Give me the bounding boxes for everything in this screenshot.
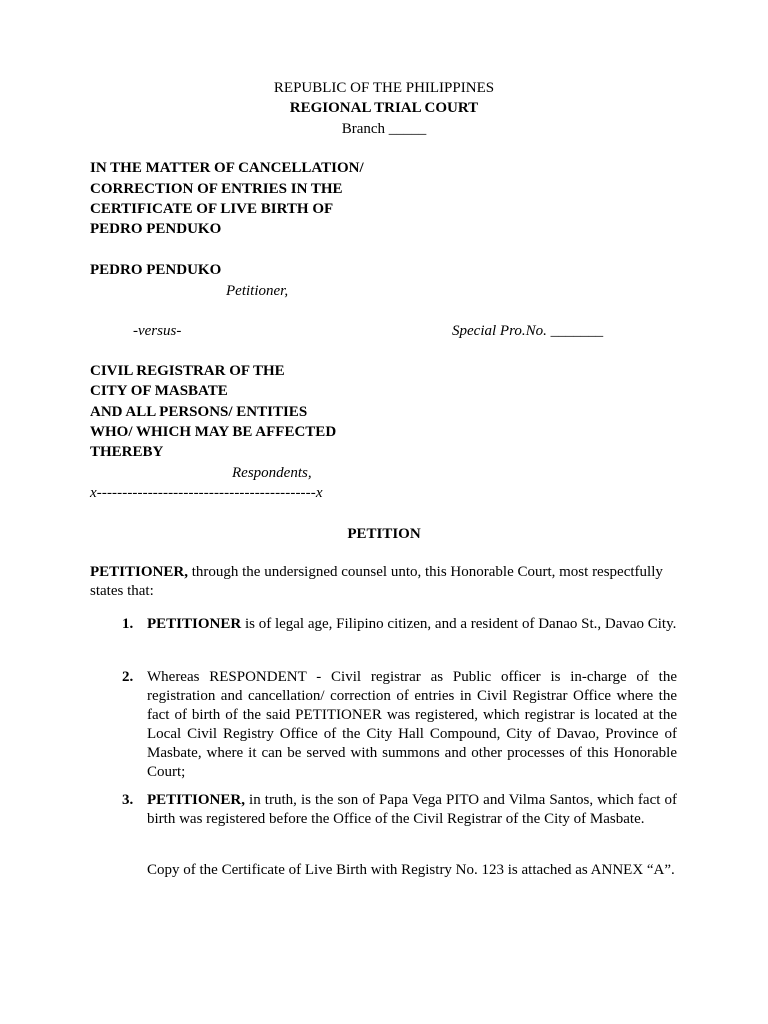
item-3-paragraph (147, 791, 677, 829)
respondent-line-5: THEREBY (90, 444, 164, 460)
matter-line-4: PEDRO PENDUKO (90, 221, 222, 237)
matter-line-2: CORRECTION OF ENTRIES IN THE (90, 181, 343, 197)
intro-text: through the undersigned counsel unto, this Honorable Court, most respectfully states that: (90, 564, 663, 599)
item-2-number: 2. (122, 669, 134, 685)
item-3-bold: PETITIONER, (147, 792, 245, 808)
annex-note: Copy of the Certificate of Live Birth with Registry No. 123 is attached as ANNEX “A”. (147, 862, 675, 878)
versus-label: -versus- (133, 323, 182, 339)
intro-bold: PETITIONER, (90, 564, 188, 580)
petitioner-role: Petitioner, (226, 283, 289, 299)
republic-heading: REPUBLIC OF THE PHILIPPINES (273, 80, 495, 96)
item-2-text: Whereas RESPONDENT - Civil registrar as Public officer is in-charge of the registration and cancellation/ correction of entries in Civil Registrar Office where the fact of birth of the said PETITIONER was registered, which registrar is located at the Local Civil Registry Office of the City Hall Compound, City of Davao, Province of Masbate, where it can be served with summons and other processes of this Honorable Court; (147, 669, 677, 780)
branch-line: Branch _____ (341, 121, 427, 137)
special-pro-number: Special Pro.No. _______ (452, 323, 604, 339)
matter-line-1: IN THE MATTER OF CANCELLATION/ (90, 160, 364, 176)
respondent-line-2: CITY OF MASBATE (90, 383, 228, 399)
caption-separator: x-------------------------------------------x (90, 485, 323, 501)
intro-paragraph (90, 563, 676, 601)
item-1-bold: PETITIONER (147, 616, 242, 632)
respondent-line-3: AND ALL PERSONS/ ENTITIES (90, 404, 308, 420)
item-1-paragraph (147, 615, 677, 634)
item-3-number: 3. (122, 792, 134, 808)
item-3-text: in truth, is the son of Papa Vega PITO and Vilma Santos, which fact of birth was registered before the Office of the Civil Registrar of the City of Masbate. (147, 792, 677, 827)
petitioner-name: PEDRO PENDUKO (90, 262, 222, 278)
court-heading: REGIONAL TRIAL COURT (289, 100, 479, 116)
item-1-number: 1. (122, 616, 134, 632)
item-2-paragraph (147, 668, 677, 782)
respondent-line-4: WHO/ WHICH MAY BE AFFECTED (90, 424, 337, 440)
respondent-line-1: CIVIL REGISTRAR OF THE (90, 363, 285, 379)
petition-title: PETITION (347, 526, 421, 542)
matter-line-3: CERTIFICATE OF LIVE BIRTH OF (90, 201, 334, 217)
respondent-role: Respondents, (232, 465, 312, 481)
item-1-text: is of legal age, Filipino citizen, and a resident of Danao St., Davao City. (241, 616, 677, 632)
